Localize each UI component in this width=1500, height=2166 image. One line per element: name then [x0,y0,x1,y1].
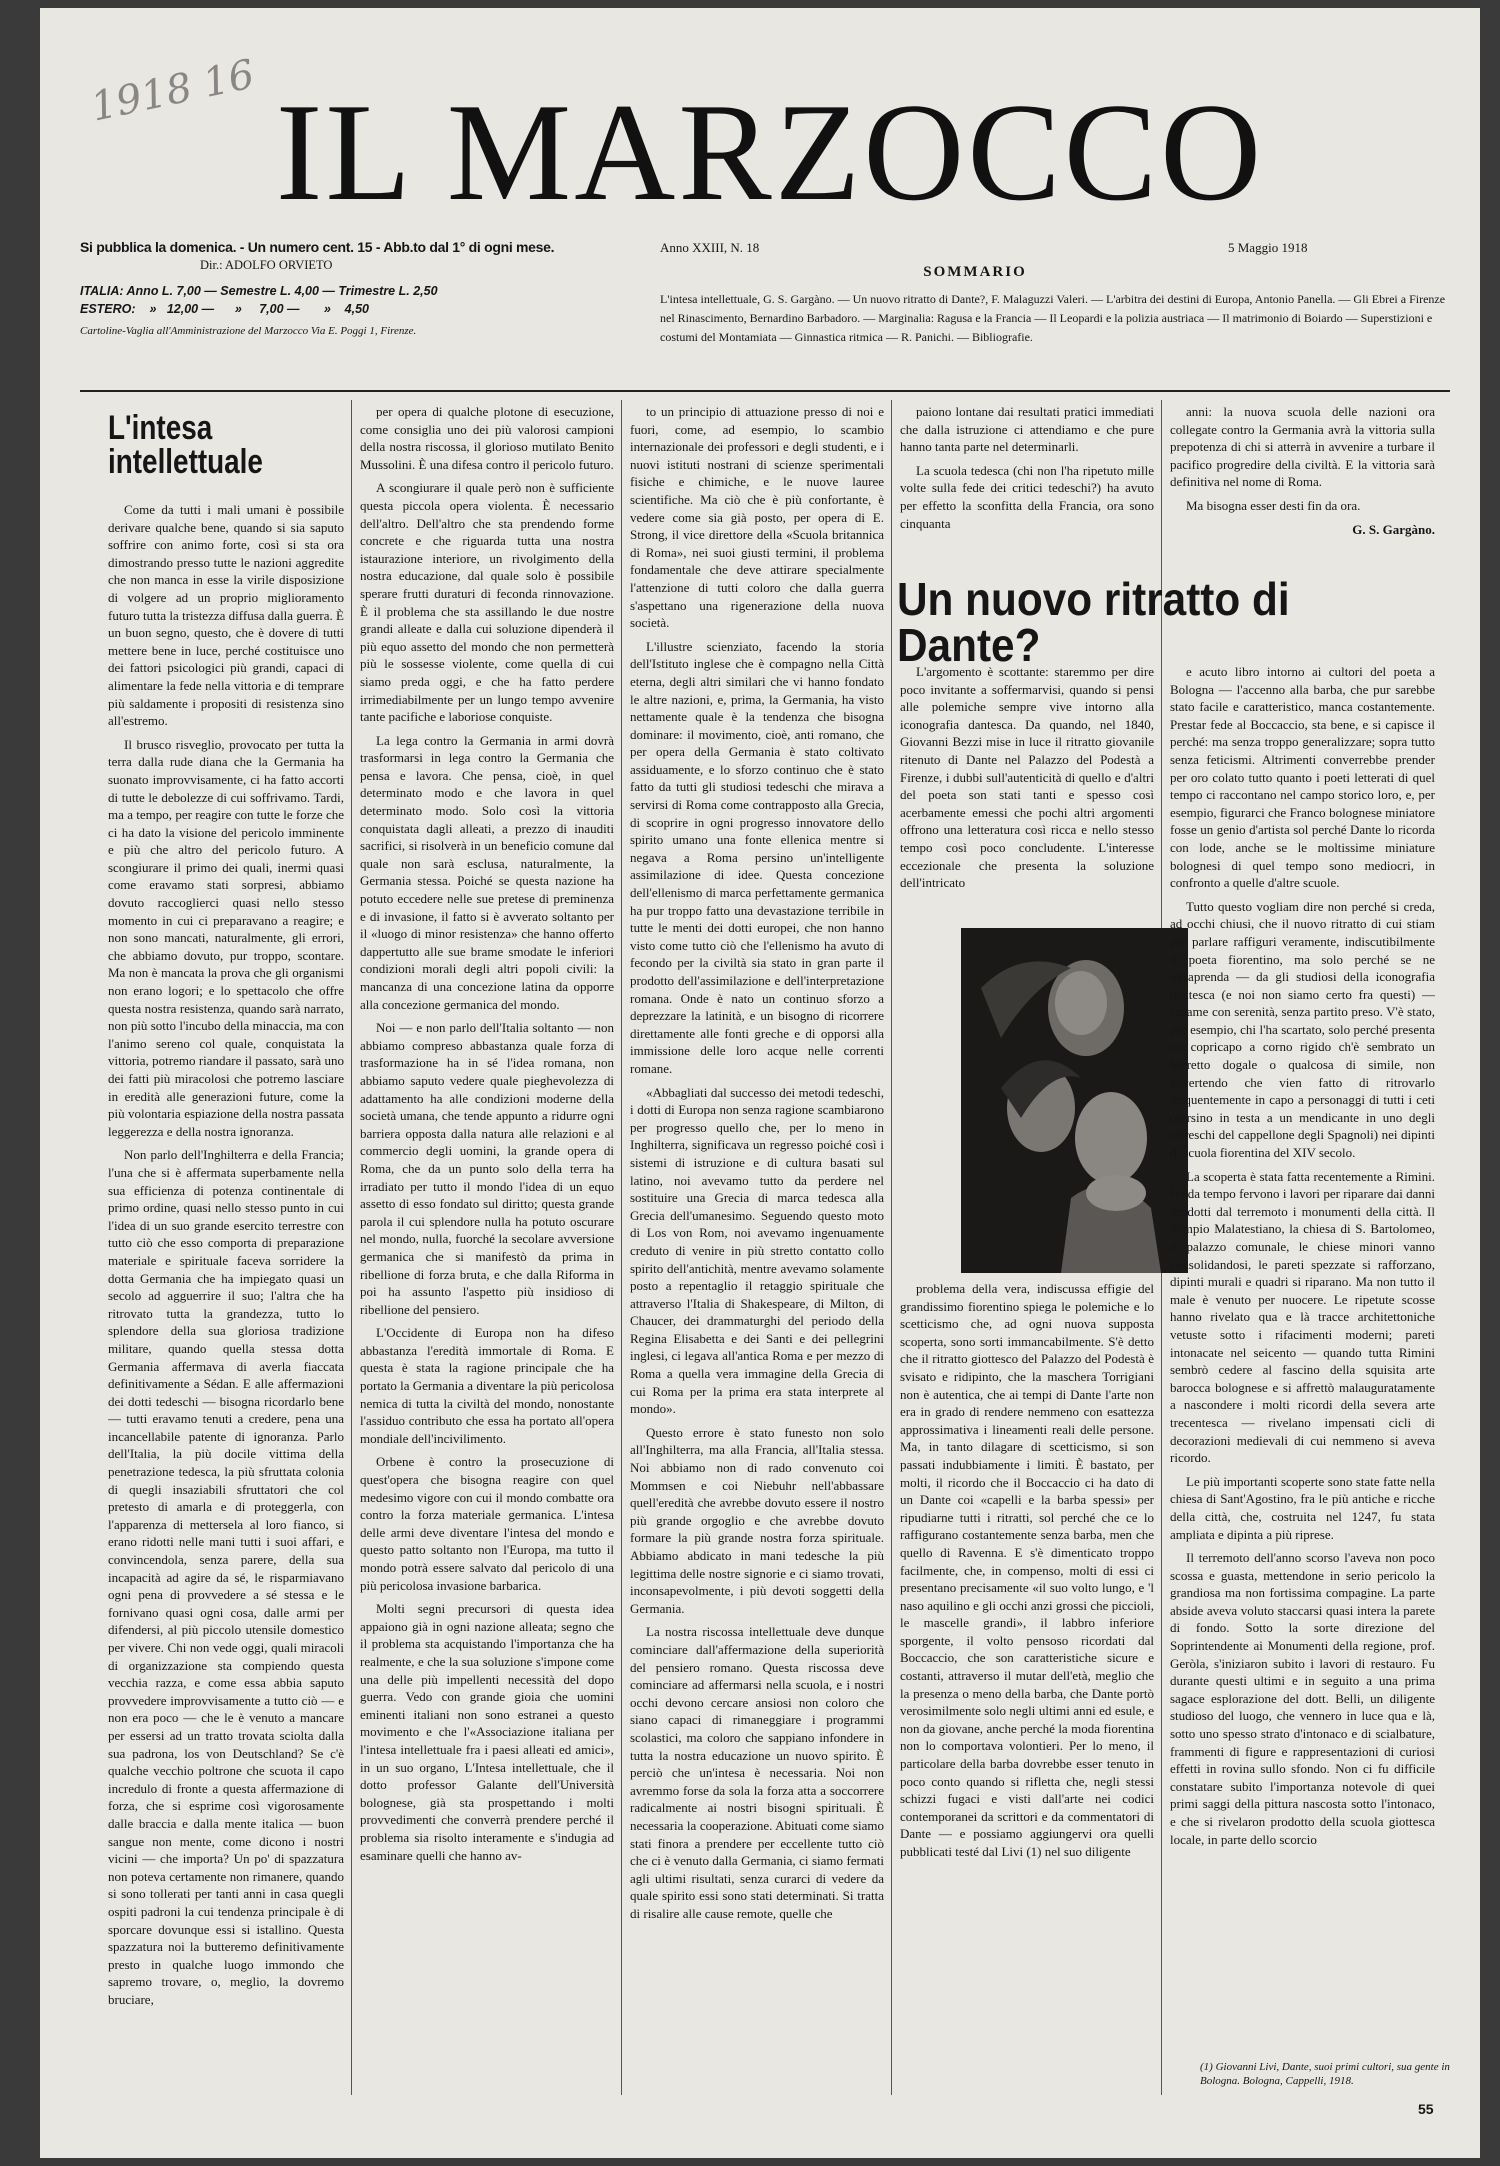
handwritten-note: 1918 16 [87,51,259,131]
issue-date: 5 Maggio 1918 [1228,240,1308,255]
column-4-dante-bottom [900,1280,1154,2075]
paragraph: Le più importanti scoperte sono state fatte nella chiesa di Sant'Agostino, fra le più antiche e ricche della città, che, costruita nel 1247, fu stata ampliata e dipinta a più riprese. [1170,1473,1435,1542]
masthead-title: IL MARZOCCO [275,75,1265,230]
paragraph: L'Occidente di Europa non ha difeso abbastanza l'eredità immortale di Roma. E questa è stata la ragione principale che ha portato la Germania a diventare la più pericolosa nemica di tutta la civiltà del mondo, nonostante l'assiduo contributo che essa ha portato all'opera mondiale dell'incivilimento. [360,1325,614,1446]
page-marker: 55 [1418,2101,1434,2117]
column-5-dante [1170,663,1435,2058]
issue-number: Anno XXIII, N. 18 [660,240,760,255]
column-4-top [900,403,1154,553]
price-italia: ITALIA: Anno L. 7,00 — Semestre L. 4,00 — Trimestre L. 2,50 [80,284,438,298]
sommario-title: SOMMARIO [923,264,1027,280]
newspaper-page [40,8,1480,2158]
paragraph: A scongiurare il quale però non è sufficiente questa piccola opera violenta. È necessario dell'altro. Dell'altro che sta prendendo forme concrete e che riguarda tutta una nostra istaurazione interiore, un rivolgimento della nostra educazione, dal quale solo è possibile sperare frutti duraturi di feconda rinnovazione. È il problema che sta assillando le due nostre grandi alleate e dalla cui soluzione dipenderà il più equo assetto del mondo che non permetterà più le sossesse violente, come quella di cui siamo preda oggi, e che ha fatto perdere irrimediabilmente per un lungo tempo avvenire tante pacifiche e laboriose conquiste. [360,480,614,725]
paragraph: paiono lontane dai resultati pratici immediati che dalla istruzione ci attendiamo e che pure hanno tanta parte nel determinarli. [900,404,1154,455]
dante-portrait-image [961,928,1188,1273]
paragraph: Ma bisogna esser desti fin da ora. [1186,497,1361,513]
paragraph: L'argomento è scottante: staremmo per dire poco invitante a soffermarvisi, quando si pensi alle polemiche sempre vive intorno alla iconografia dantesca. Da quando, nel 1840, Giovanni Bezzi mise in luce il ritratto giovanile ritenuto di Dante nel Palazzo del Podestà a Firenze, i dubbi sull'autenticità di quello e d'altri del poeta son stati tanti e spesso così acerbamente emessi che pochi altri argomenti offrono una letteratura così ricca e nello stesso tempo così poco concludente. L'interesse eccezionale che presenta la soluzione dell'intricato [900,664,1154,891]
column-5-top [1170,403,1435,553]
paragraph: La lega contro la Germania in armi dovrà trasformarsi in lega contro la Germania che pensa e lavora. Che pensa, cioè, in quel determinato modo e che lavora in quel determinato modo. Solo così la vittoria conquistata dagli alleati, a prezzo di inauditi sacrifici, si risolverà in un beneficio comune dal quale non sarà esclusa, naturalmente, la Germania stessa. Poiché se questa nazione ha potuto eccedere nelle sue pretese di preminenza e di invasione, il fatto si è avverato soltanto per il «luogo di minor resistenza» che hanno offerto dappertutto alle sue brame smodate le inferiori condizioni morali degli altri popoli civili: la mancanza di una concezione latina da opporre alla concezione germanica del mondo. [360,732,614,1012]
cartoline-note: Cartoline-Vaglia all'Amministrazione del Marzocco Via E. Poggi 1, Firenze. [80,325,417,337]
paragraph: Orbene è contro la prosecuzione di quest'opera che bisogna reagire con quel medesimo vigore con cui il mondo combatte ora contro la forza materiale germanica. L'intesa delle armi deve diventare l'intesa del mondo e questo patto soltanto non l'Europa, ma tutto il mondo potrà essere salvato dal pericolo di una più pericolosa invasione barbarica. [360,1454,614,1593]
paragraph: Il brusco risveglio, provocato per tutta la terra dalla rude diana che la Germania ha suonato improvvisamente, ci ha fatto accorti di tutte le debolezze di cui soffrivamo. Tardi, ma a tempo, per reagire con tutte le forze che ci ha dato la visione del pericolo imminente e più che altro del pericolo futuro. A scongiurare il primo dei quali, inermi quasi come eravamo stati sorpresi, abbiamo dovuto raccoglierci quasi nello stesso momento in cui ci preparavano a reagire; e non sono mancati, naturalmente, gli errori, che abbiamo dovuto, pur troppo, scontare. Ma non è mancata la prova che gli organismi non erano logori; e lo spettacolo che offre questa nostra resistenza, quando sarà narrato, non più sotto l'incubo della minaccia, ma con l'animo sereno col quale, conquistata la vittoria, potremo riandare il passato, sarà uno dei fatti più miracolosi che potremo lasciare in eredità alle generazioni future, come la più volontaria espiazione della nostra passata leggerezza e della nostra ignoranza. [108,736,344,1139]
column-separator [891,400,892,2095]
price-estero: ESTERO: » 12,00 — » 7,00 — » 4,50 [80,302,370,316]
paragraph: Molti segni precursori di questa idea appaiono già in ogni nazione alleata; segno che il problema sta acquistando l'importanza che ha realmente, e che la sua soluzione s'impone come una delle più impellenti necessità del dopo guerra. Vedo con grande gioia che uomini eminenti italiani non sono estranei a questo movimento e che l'«Associazione italiana per l'intesa intellettuale fra i paesi alleati ed amici», in un suo organo, L'Intesa intellettuale, che il dotto professor Galante dell'Università bolognese, già sta prospettando i molti provvedimenti che converrà prendere perché il problema sia risolto interamente e s'indugia ad esaminare quelli che hanno av- [360,1601,614,1863]
sommario-text: L'intesa intellettuale, G. S. Gargàno. — Un nuovo ritratto di Dante?, F. Malaguzzi Valeri. — L'arbitra dei destini di Europa, Antonio Panella. — Gli Ebrei a Firenze nel Rinascimento, Bernardino Barbadoro. — Marginalia: Ragusa e la Francia — Il Leopardi e la polizia austriaca — Il matrimonio di Boiardo — Superstizioni e costumi del Montamiata — Ginnastica ritmica — R. Panichi. — Bibliografie. [660,292,1446,344]
table-of-contents [660,263,1450,347]
paragraph: «Abbagliati dal successo dei metodi tedeschi, i dotti di Europa non senza ragione scambiarono per progresso quello che, per lo meno in Inghilterra, significava un regresso poiché così i sistemi di istruzione e di cultura basati sul latino, noi avevamo tutto da perdere nel sostituire una Grecia di marca tedesca alla Grecia dell'umanesimo. Seguendo questo moto di Los von Rom, noi avevamo ingenuamente creduto di venire in più stretto contatto collo spirito dell'antichità, mentre avevamo solamente posto a repentaglio il retaggio spirituale che attraverso l'Italia di Shakespeare, di Milton, di Chaucer, dei drammaturghi del periodo della Regina Elisabetta e dei Santi e dei pellegrini inglesi, ci legava all'antica Roma e per mezzo di Roma a quella vera immagine della Grecia di cui Roma per la prima era stata interprete al mondo». [630,1084,884,1417]
column-2 [360,403,614,2093]
article-headline-dante: Un nuovo ritratto di Dante? [897,573,1290,671]
director-line: Dir.: ADOLFO ORVIETO [200,258,333,272]
publication-line: Si pubblica la domenica. - Un numero cent. 15 - Abb.to dal 1° di ogni mese. [80,239,555,255]
column-separator [351,400,352,2095]
article-headline-intesa: L'intesa intellettuale [108,409,263,481]
column-4-dante-top [900,663,1154,918]
paragraph: Tutto questo vogliam dire non perché si creda, ad occhi chiusi, che il nuovo ritratto di cui stiam per parlare raffiguri veramente, indiscutibilmente il poeta fiorentino, ma solo perché se ne intraprenda — da gli studiosi della iconografia dantesca (e noi non siamo certo fra questi) — l'esame con serenità, senza partito preso. V'è stato, per esempio, chi l'ha scartato, solo perché presenta un copricapo a corno rigido ch'è sembrato un berretto dogale o qualcosa di simile, non avvertendo che vien fatto di ritrovarlo frequentemente in capo a personaggi di tutti i ceti (persino in testa a un mendicante in uno degli affreschi del cappellone degli Spagnoli) nei dipinti di scuola fiorentina del XIV secolo. [1170,898,1435,1161]
paragraph: Non parlo dell'Inghilterra e della Francia; l'una che si è affermata superbamente nella sua efficienza di potenza continentale di primo ordine, quasi nello stesso punto in cui l'idea di un suo grande esercito terrestre con tutto ciò che esso comporta di preparazione materiale e spirituale faceva sorridere la dotta Germania che ha impiegato quasi un secolo ad agguerrire il suo; l'altra che ha ritrovato tutta la grandezza, tutto lo splendore della sua gloriosa tradizione militare, quando quella stessa dotta Germania affermava di averla fiaccata definitivamente a Sédan. E alle affermazioni dei dotti tedeschi — bisogna ricordarlo bene — tutti eravamo tenuti a credere, pena una incancellabile patente di ignoranza. Parlo dell'Italia, la più docile vittima della penetrazione tedesca, la più sfruttata colonia di quegli insaziabili sfruttatori che col pretesto di amarla e di proteggerla, con l'apparenza di mettersela al loro fianco, si erano ridotti nelle mani tutti i suoi affari, e convincendola, senza parere, della sua incapacità ad agire da sé, le risparmiavano ogni pena di provvedere a sé stessa e le fornivano quasi ogni cosa, dalle armi per difendersi, al più piccolo utensile domestico per vivere. Chi non vede oggi, quali miracoli di organizzazione sta compiendo questa vecchia razza, e come essa abbia saputo provvedere improvvisamente a tutto ciò — e non era poco — che le è venuto a mancare per essersi ad un tratto trovata sciolta dalla sua padrona, los von Deutschland? Se c'è qualche vecchio poltrone che scuota il capo incredulo di fronte a questa affermazione di forza, che si esprime così vigorosamente dalle braccia e dalla mente italica — buon sangue non mente, come dicono i nostri vicini — che importa? Un po' di spazzatura non poteva certamente non rimanere, quando si sono tollerati per tanti anni in casa quegli ospiti padroni la cui tendenza principale è di sporcare dovunque essi si istallino. Questa spazzatura noi la butteremo definitivamente presto in qualche luogo immondo che sapremo trovare, o, meglio, la dovremo bruciare, [108,1147,344,2007]
subscription-info [80,238,640,340]
article-signature: G. S. Gargàno. [1352,521,1435,537]
column-separator [621,400,622,2095]
paragraph: Il terremoto dell'anno scorso l'aveva non poco scossa e guasta, mettendone in serio pericolo la grandiosa ma non fortissima compagine. La parte abside aveva voluto staccarsi quasi intera la parete di fondo. Sotto la sorte direzione del Soprintendente ai Monumenti della regione, prof. Geròla, s'iniziaron subito i lavori di restauro. Fu durante questi ultimi e in seguito a una prima sagace esplorazione del dott. Belli, un diligente studioso del luogo, che vennero in luce qua e là, sotto uno spesso strato d'intonaco e di scialbature, frammenti di figure e rappresentazioni di curiosi effetti in rovina sullo sfondo. Non ci fu difficile constatare subito l'importanza notevole di quei primi saggi della pittura nascosta sotto l'intonaco, e che si rivelaron prodotto della scuola giottesca locale, in parte dello scorcio [1170,1550,1435,1847]
column-3 [630,403,884,2093]
paragraph: problema della vera, indiscussa effigie del grandissimo fiorentino spiega le polemiche e lo scetticismo che, ad ogni nuova supposta scoperta, sono sorti immancabilmente. S'è detto che il ritratto giottesco del Palazzo del Podestà è svisato e ridipinto, che la maschera Torrigiani non è autentica, che ai tempi di Dante l'arte non era in grado di rendere nemmeno con esattezza approssimativa i lineamenti reali delle persone. Ma, in tanto dilagare di scetticismo, si son passati indubbiamente i limiti. È bastato, per molti, il ricordo che il Boccaccio ci ha dato di un Dante coi «capelli e la barba spessi» per ripudiarne tutti i ritratti, sol perché che ce lo raffigurano costantemente senza barba, men che quello di Ravenna. E s'è dimenticato troppo facilmente, che, in compenso, molti di essi ci presentano precisamente «il suo volto lungo, e 'l naso aquilino e gli occhi anzi grossi che piccioli, le mascelle grandi», il labbro inferiore sporgente, il volto pensoso ricordati dal Boccaccio, che son caratteristiche sicure e costanti, attraverso il mutar dell'età, meglio che la presenza o meno della barba, che Dante portò verosimilmente solo negli ultimi anni ed esule, e non da giovane, anche perché la moda fiorentina non lo comportava volontieri. Per lo meno, il particolare della barba dovrebbe esser tenuto in poco conto quando si rifletta che, negli stessi schizzi fugaci e visti dall'arte nei codici contemporanei da scrittori e da commentatori di Dante — e possiamo aggiungervi ora quelli pubblicati testé dal Livi (1) nel suo diligente [900,1281,1154,1859]
footnote: (1) Giovanni Livi, Dante, suoi primi cultori, sua gente in Bologna. Bologna, Cappelli, 1918. [1200,2061,1450,2087]
paragraph: Noi — e non parlo dell'Italia soltanto — non abbiamo compreso abbastanza quale forza di trasformazione ha in sé l'idea romana, non abbiamo saputo vedere quale pieghevolezza di adattamento ha alle condizioni moderne della società umana, che tende appunto a ridurre ogni barriera opposta dalla natura alle relazioni e al commercio degli uomini, la grande opera di Roma, che da un punto solo della terra ha irradiato per tutto il mondo l'idea di un equo assetto di esso fondato sul diritto; questa grande parola il cui splendore nulla ha potuto oscurare nel mondo, nulla, fuorché la secolare avversione germanica che si manifestò da prima in ribellione di forza bruta, e che dalla Riforma in poi ha assunto l'aspetto più insidioso di ribellione del pensiero. [360,1020,614,1317]
paragraph: per opera di qualche plotone di esecuzione, come consiglia uno dei più valorosi campioni della nostra riscossa, il glorioso mutilato Benito Mussolini. È una difesa contro il pericolo futuro. [360,404,614,472]
paragraph: Questo errore è stato funesto non solo all'Inghilterra, ma alla Francia, all'Italia stessa. Noi abbiamo non di rado convenuto coi Mommsen e coi Niebuhr nell'abbassare quell'eredità che avrebbe dovuto essere il nostro più grande orgoglio e che avrebbe dovuto formare la più grande nostra forza spirituale. Abbiamo abdicato in mani tedesche la più legittima delle nostre signorie e ci siamo trovati, inconsapevolmente, i più devoti soggetti della Germania. [630,1424,884,1616]
paragraph: La nostra riscossa intellettuale deve dunque cominciare dall'affermazione della superiorità del pensiero romano. Questa riscossa deve cominciare ad affermarsi nella scuola, e i nostri occhi devono cercare ansiosi non coloro che siano capaci di rimaneggiare i programmi scolastici, ma coloro che sappiano infondere in tutta la nostra educazione un nuovo spirito. È perciò che un'intesa è necessaria. Noi non avremmo forse da sola la forza atta a soccorrere radicalmente ai nostri bisogni spirituali. È necessaria la cooperazione. Abituati come siamo stati finora a prendere per eccellente tutto ciò che ci è venuto dalla Germania, ci siamo fermati agli ultimi risultati, senza curarci di vedere da quale spirito essi sono stati determinati. Si tratta di risalire alle cause remote, quelle che [630,1624,884,1921]
paragraph: to un principio di attuazione presso di noi e fuori, come, ad esempio, lo scambio internazionale dei professori e degli studenti, e i nuovi istituti nostrani di scienze sperimentali fisiche e chimiche, e le nuove lauree scientifiche. Ma ciò che è più confortante, è vedere come sia già posto, per opera di E. Strong, il vice direttore della «Scuola britannica di Roma», nei suoi giusti termini, il problema fondamentale che deve attirare specialmente l'attenzione di tutti coloro che dalla guerra s'aspettano una rigenerazione della nuova società. [630,404,884,631]
paragraph: Come da tutti i mali umani è possibile derivare qualche bene, quando si sia saputo soffrire con animo forte, così si sta ora dimostrando presso tutte le nazioni aggredite che non manca in esse la virile disposizione di volgere ad un proprio miglioramento futuro tutta la tristezza diffusa dalla guerra. È un buon segno, questo, che è dovere di tutti mettere bene in luce, perché costituisce uno dei fattori psicologici più grandi, capaci di alimentare la fede nella vittoria e di temprare più saldamente i propositi di resistenza sino all'estremo. [108,502,344,729]
column-1 [108,403,344,2093]
paragraph: anni: la nuova scuola delle nazioni ora collegate contro la Germania avrà la vittoria sulla prepotenza di chi si atterrà in avvenire a turbare il pacifico progredire della civiltà. E la vittoria sarà definitiva nel nome di Roma. [1170,404,1435,490]
paragraph: La scuola tedesca (chi non l'ha ripetuto mille volte sulla fede dei critici tedeschi?) ha avuto per effetto la sconfitta della Francia, ora sono cinquanta [900,462,1154,531]
paragraph: La scoperta è stata fatta recentemente a Rimini. Ivi da tempo fervono i lavori per riparare dai danni prodotti dal terremoto i monumenti della città. Il Tempio Malatestiano, la chiesa di S. Bartolomeo, il palazzo comunale, le chiese minori vanno consolidandosi, le pareti spezzate si rafforzano, dipinti murali e quadri si riparano. Ma non tutto il male è venuto per nuocere. Le ripetute scosse hanno rivelato qua e là tracce architettoniche vetuste sotto i rifacimenti moderni; pareti intonacate nel seicento — quando tutta Rimini sembrò cedere al fascino della squisita arte barocca bolognese e si affrettò malauguratamente a nascondere i molti ricordi della severa arte trecentesca — rivelano impensati cicli di decorazioni medievali di cui nemmeno si aveva ricordo. [1170,1168,1435,1466]
paragraph: e acuto libro intorno ai cultori del poeta a Bologna — l'accenno alla barba, che pur sarebbe stato facile e caratteristico, manca costantemente. Prestar fede al Boccaccio, sta bene, e si capisce il perché: ma senza troppo generalizzare; sopra tutto senza feticismi. Altrimenti converrebbe prender per oro colato tutto quanto i poeti letterati di quel tempo ci raccontano nel campo storico loro, e, per esempio, figurarci che Franco bolognese miniatore fosse un genio d'artista sol perché Dante lo ricorda con lode, anche se le moltissime miniature bolognesi di quel tempo sono mediocri, in confronto a quelle d'altre scuole. [1170,664,1435,891]
masthead-rule [80,390,1450,392]
portrait-illustration [961,928,1188,1273]
paragraph: L'illustre scienziato, facendo la storia dell'Istituto inglese che è compagno nella Città eterna, degli altri similari che vi hanno fondato le altre nazioni, e, prima, la Germania, ha visto nettamente quale è la tendenza che bisogna dominare: il movimento, cioè, anti romano, che per opera della Germania è stato coltivato assiduamente, e lo sforzo continuo che è stato fatto da tutti gli studiosi tedeschi che mirava a servirsi di Roma come contrapposto alla Grecia, di scoprire in ogni progresso innovatore dello spirito umano una fonte ellenica mentre si negava a Roma persino un'intelligente assimilazione di idee. Questa concezione dell'ellenismo di marca perfettamente germanica ha pur troppo fatto una devastazione terribile in tutte le menti dei dotti europei, che non hanno visto come tutto ciò che l'ellenismo ha avuto di fecondo per la civiltà sia stato in gran parte il prodotto dell'assimilazione e dell'interpretazione romana. Onde è nato un continuo sforzo a deprezzare la latinità, e un bisogno di ricorrere direttamente alle fonti greche e di opporsi alla immissione delle loro acque nelle correnti romane. [630,638,884,1076]
